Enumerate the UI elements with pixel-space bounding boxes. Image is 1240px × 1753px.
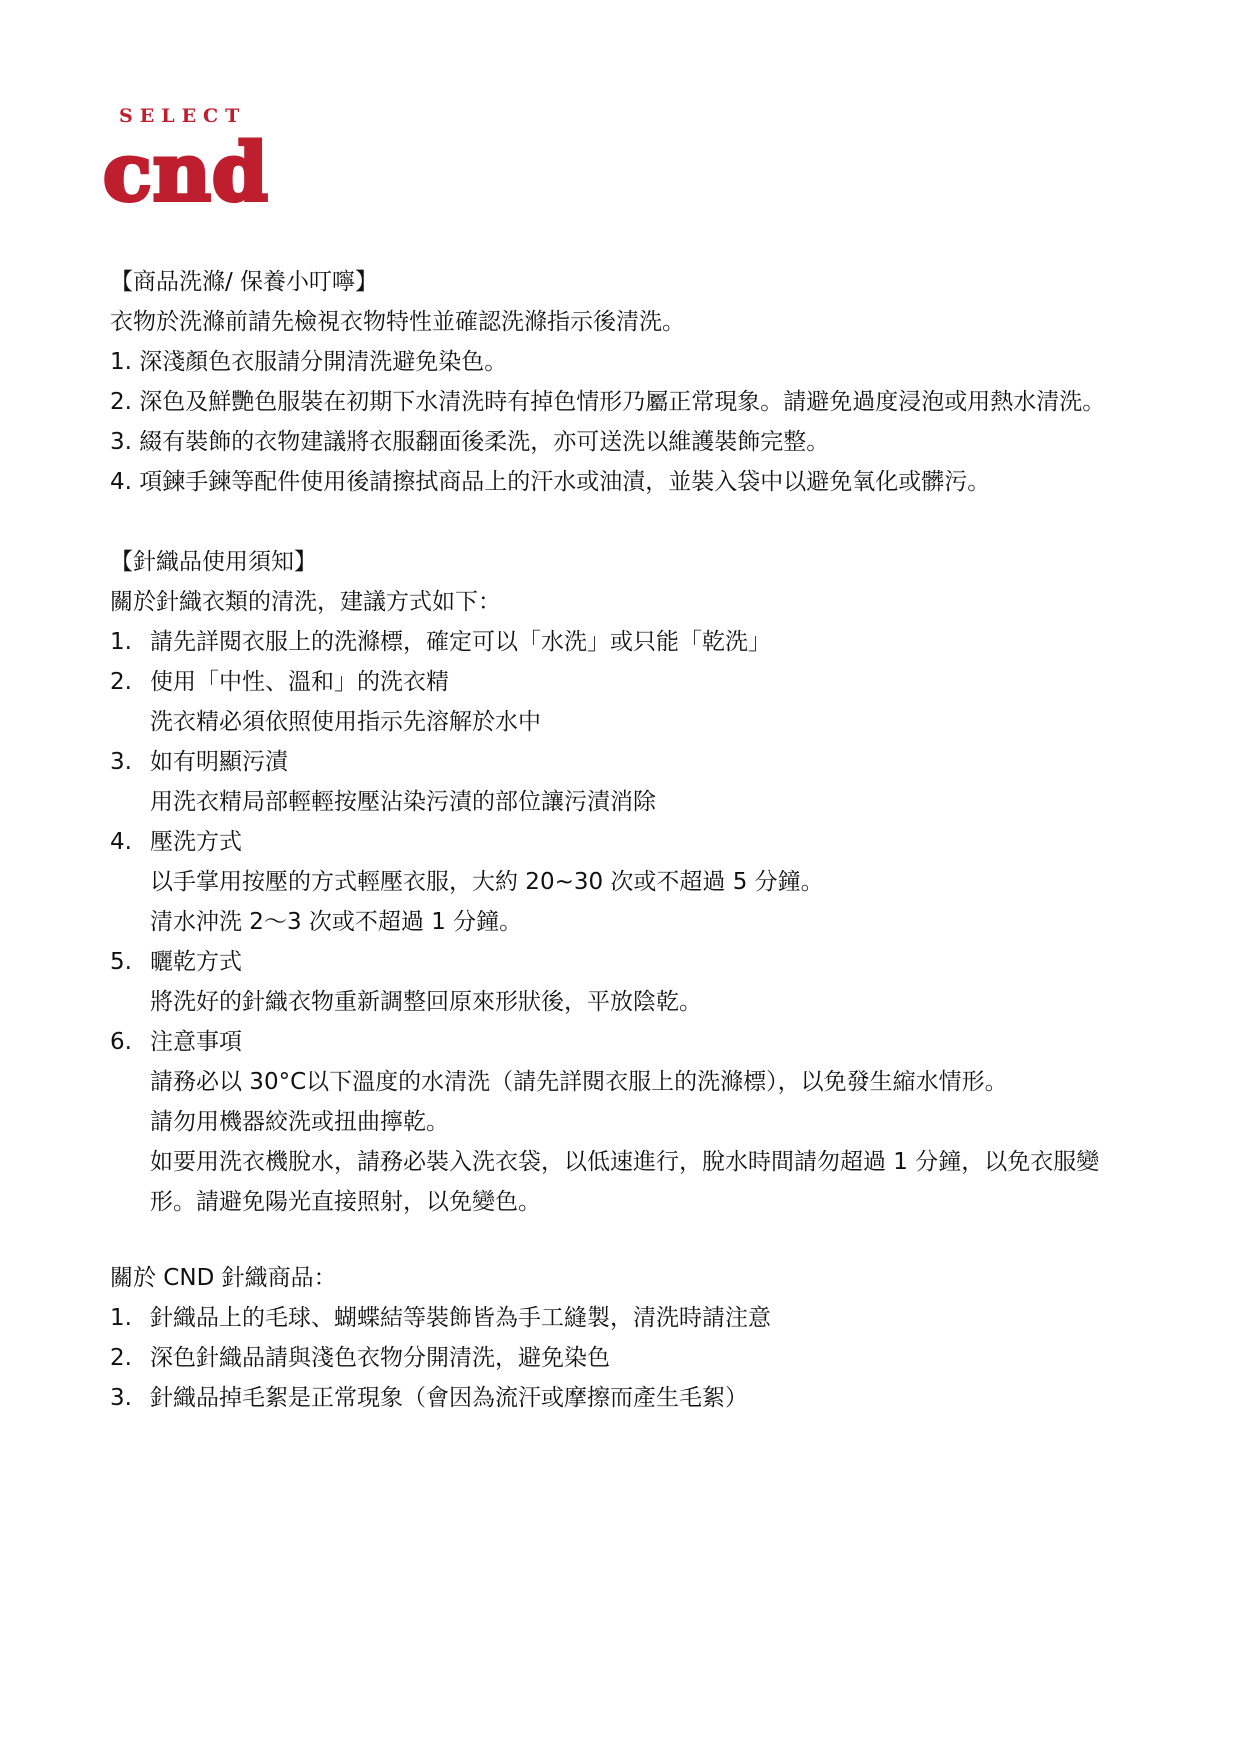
care-section-heading: 【商品洗滌/ 保養小叮嚀】 [110,269,379,295]
care-item-2: 2. 深色及鮮艷色服裝在初期下水清洗時有掉色情形乃屬正常現象。請避免過度浸泡或用熱水清洗。 [110,389,1106,415]
logo-select-text: SELECT [119,105,247,127]
list-line: 注意事項 [150,1029,242,1055]
knit-intro: 關於針織衣類的清洗，建議方式如下： [110,589,501,615]
knit-item-3 [110,742,1122,822]
cnd-item-1 [110,1298,1122,1338]
list-number: 1. [110,1305,132,1331]
brand-logo [103,96,323,218]
knit-item-4 [110,822,1122,942]
list-line: 請先詳閱衣服上的洗滌標，確定可以「水洗」或只能「乾洗」 [150,629,771,655]
list-line: 用洗衣精局部輕輕按壓沾染污漬的部位讓污漬消除 [150,789,656,815]
list-line: 如有明顯污漬 [150,749,288,775]
document-content [0,262,1240,1418]
care-item-1: 1. 深淺顏色衣服請分開清洗避免染色。 [110,349,508,375]
list-line: 清水沖洗 2～3 次或不超過 1 分鐘。 [150,909,523,935]
list-line: 如要用洗衣機脫水，請務必裝入洗衣袋，以低速進行，脫水時間請勿超過 1 分鐘，以免衣服變形。請避免陽光直接照射，以免變色。 [150,1149,1100,1215]
list-line: 曬乾方式 [150,949,242,975]
list-line: 深色針織品請與淺色衣物分開清洗，避免染色 [150,1345,610,1371]
list-line: 以手掌用按壓的方式輕壓衣服，大約 20~30 次或不超過 5 分鐘。 [150,869,824,895]
list-line: 將洗好的針織衣物重新調整回原來形狀後，平放陰乾。 [150,989,702,1015]
list-number: 2. [110,669,132,695]
care-item-4: 4. 項鍊手鍊等配件使用後請擦拭商品上的汗水或油漬，並裝入袋中以避免氧化或髒污。 [110,469,991,495]
list-number: 2. [110,1345,132,1371]
care-intro: 衣物於洗滌前請先檢視衣物特性並確認洗滌指示後清洗。 [110,309,685,335]
list-line: 請勿用機器絞洗或扭曲擰乾。 [150,1109,449,1135]
list-line: 請務必以 30°C以下溫度的水清洗（請先詳閱衣服上的洗滌標），以免發生縮水情形。 [150,1069,1008,1095]
cnd-section-heading: 關於 CND 針織商品： [110,1265,337,1291]
list-line: 洗衣精必須依照使用指示先溶解於水中 [150,709,541,735]
list-number: 5. [110,949,132,975]
logo-brand-text: cnd [103,125,269,214]
knit-section-heading: 【針織品使用須知】 [110,549,317,575]
knit-item-1 [110,622,1122,662]
care-item-3: 3. 綴有裝飾的衣物建議將衣服翻面後柔洗，亦可送洗以維護裝飾完整。 [110,429,830,455]
list-number: 1. [110,629,132,655]
knit-item-2 [110,662,1122,742]
cnd-item-3 [110,1378,1122,1418]
list-line: 針織品上的毛球、蝴蝶結等裝飾皆為手工縫製，清洗時請注意 [150,1305,771,1331]
cnd-item-2 [110,1338,1122,1378]
list-number: 3. [110,1385,132,1411]
knit-item-5 [110,942,1122,1022]
list-number: 4. [110,829,132,855]
cnd-select-logo-graphic [103,96,318,214]
knit-item-6 [110,1022,1122,1222]
list-line: 壓洗方式 [150,829,242,855]
list-line: 使用「中性、溫和」的洗衣精 [150,669,449,695]
list-line: 針織品掉毛絮是正常現象（會因為流汗或摩擦而產生毛絮） [150,1385,748,1411]
list-number: 6. [110,1029,132,1055]
list-number: 3. [110,749,132,775]
